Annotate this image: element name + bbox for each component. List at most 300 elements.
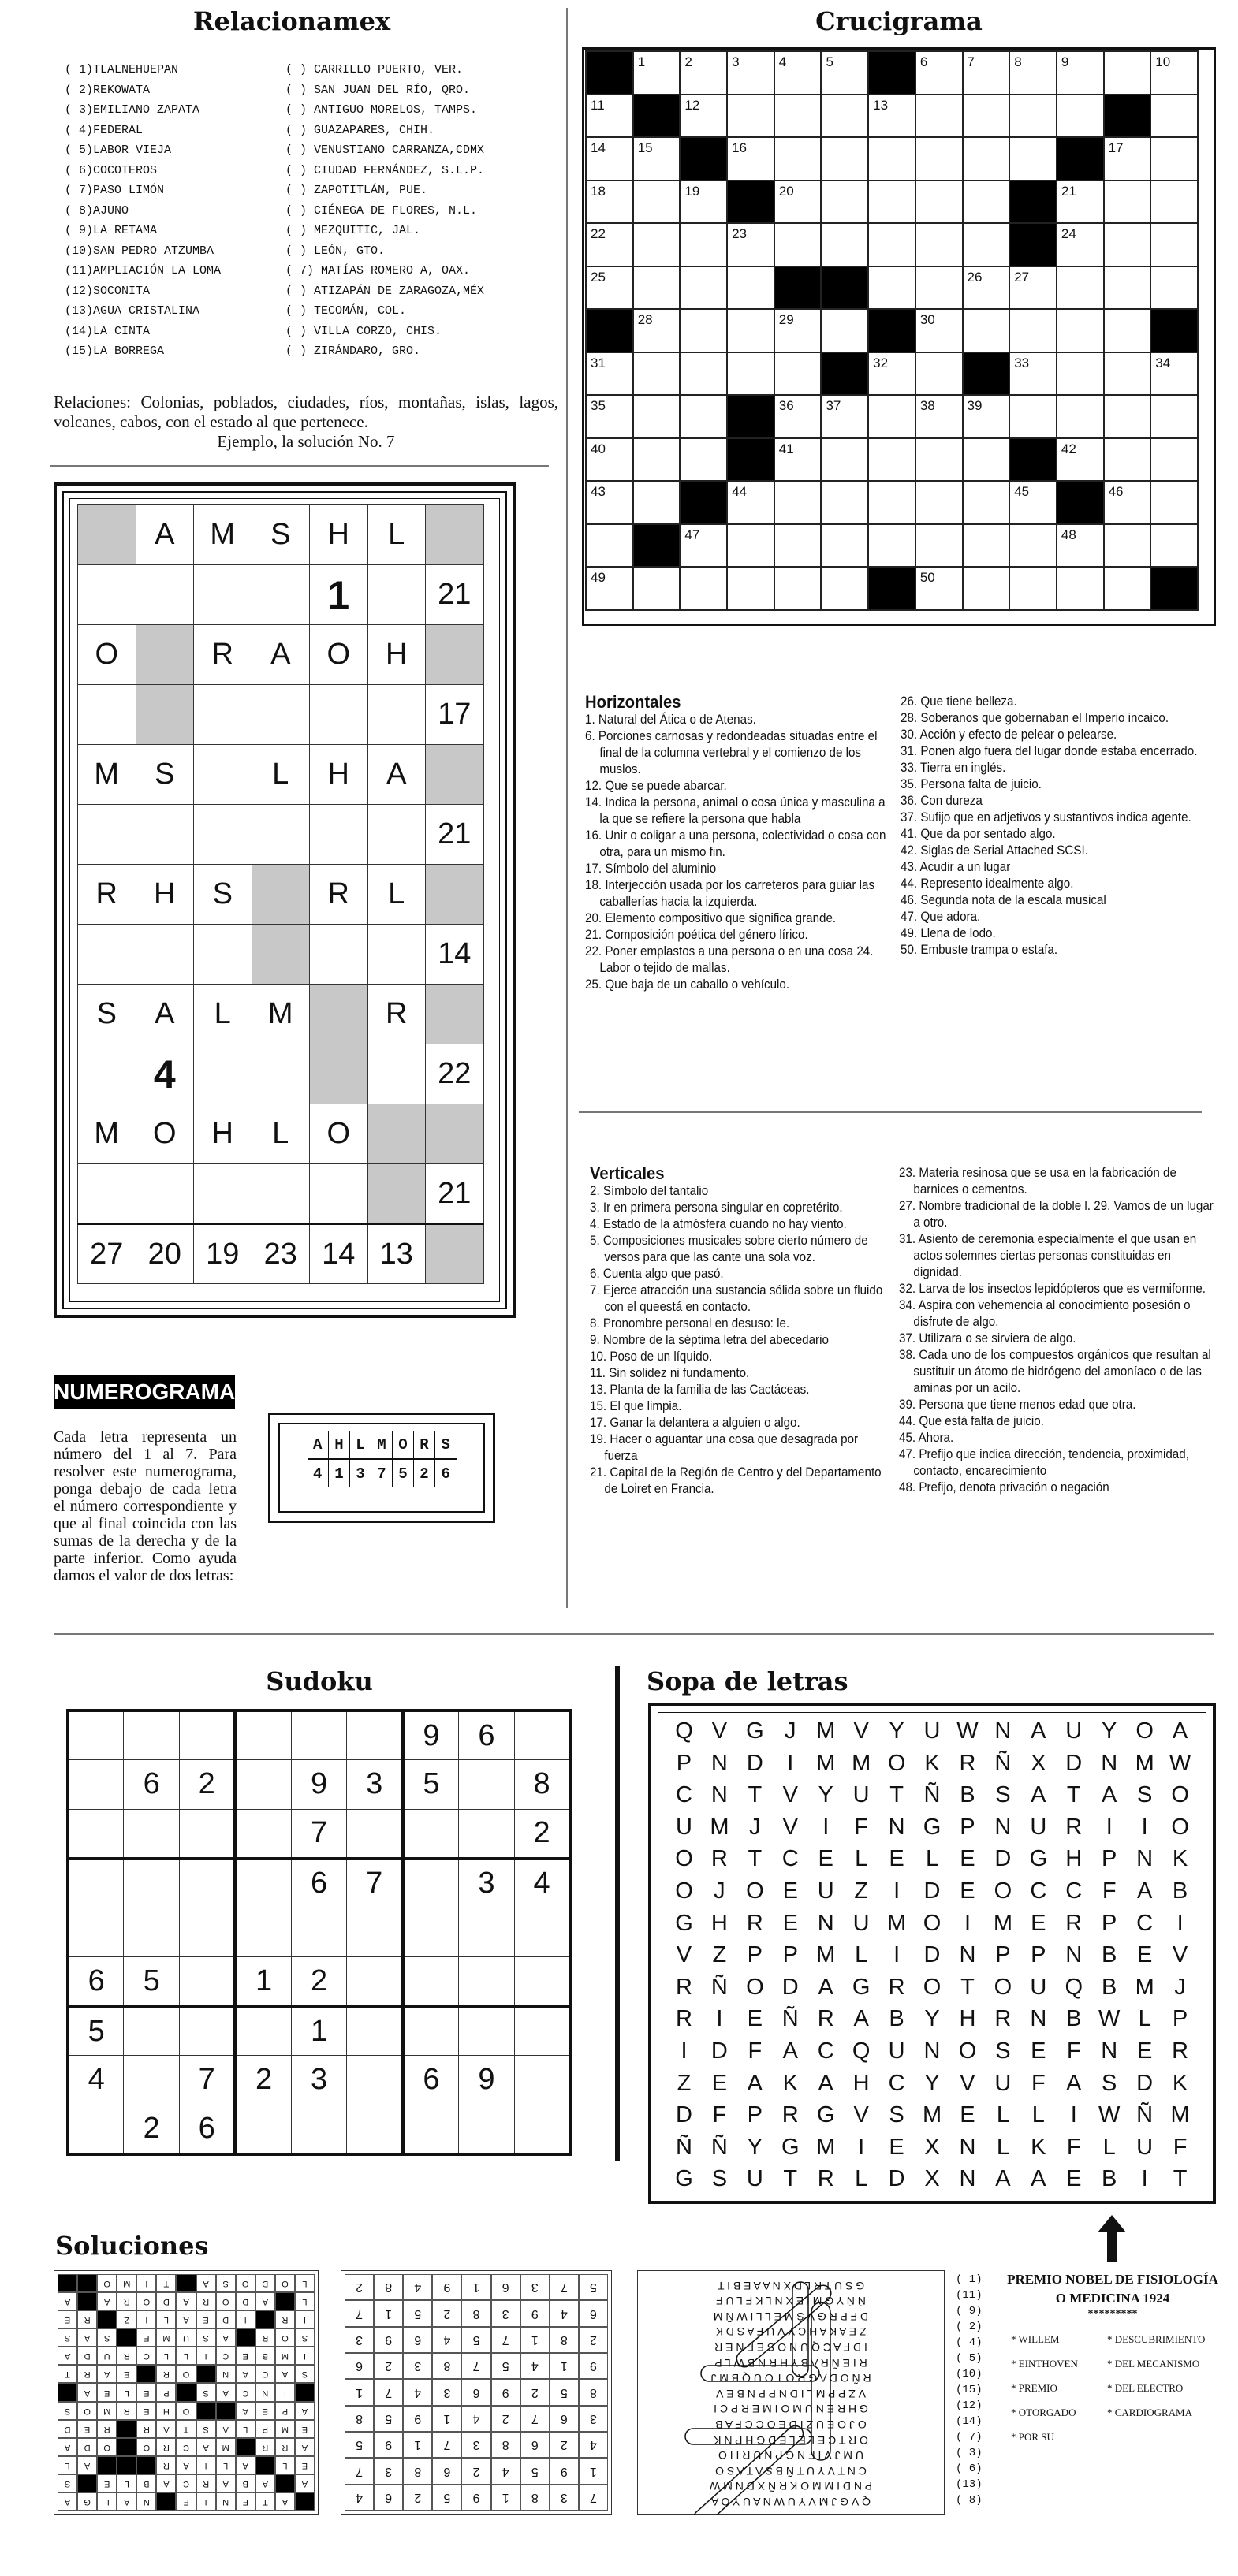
sopa-letter[interactable]: O xyxy=(887,1750,906,1776)
sopa-letter[interactable]: K xyxy=(924,1750,940,1776)
sopa-letter[interactable]: I xyxy=(964,1910,971,1936)
numerograma-cell[interactable] xyxy=(310,805,368,865)
sopa-letter[interactable]: D xyxy=(781,1974,799,2000)
sopa-letter[interactable]: L xyxy=(1138,2006,1151,2032)
sopa-letter[interactable]: N xyxy=(1030,2006,1047,2032)
crossword-cell[interactable] xyxy=(1057,95,1104,138)
sopa-letter[interactable]: I xyxy=(1070,2102,1077,2128)
sopa-letter[interactable]: W xyxy=(956,1718,979,1744)
sopa-letter[interactable]: H xyxy=(959,2006,976,2032)
sudoku-cell[interactable] xyxy=(347,2006,403,2056)
sudoku-cell[interactable] xyxy=(124,2006,180,2056)
sopa-letter[interactable]: E xyxy=(1066,2166,1082,2192)
crossword-cell[interactable] xyxy=(633,181,681,224)
sopa-letter[interactable]: U xyxy=(888,2038,905,2064)
sudoku-cell[interactable] xyxy=(68,1760,124,1810)
sudoku-cell[interactable] xyxy=(403,1908,459,1957)
crossword-cell[interactable] xyxy=(1150,223,1198,266)
sopa-letter[interactable]: Ñ xyxy=(710,1974,728,2000)
numerograma-cell[interactable] xyxy=(78,1044,136,1104)
crossword-cell[interactable] xyxy=(1009,95,1057,138)
sopa-letter[interactable]: F xyxy=(748,2038,763,2064)
sudoku-cell[interactable] xyxy=(124,1809,180,1859)
sopa-letter[interactable]: O xyxy=(994,1974,1012,2000)
sopa-letter[interactable]: A xyxy=(1031,1718,1046,1744)
crossword-cell[interactable] xyxy=(868,481,915,524)
numerograma-cell[interactable] xyxy=(194,565,252,625)
crossword-cell[interactable] xyxy=(915,95,963,138)
sopa-letter[interactable]: D xyxy=(1136,2070,1154,2096)
crossword-cell[interactable]: 2 xyxy=(680,51,727,95)
sopa-letter[interactable]: G xyxy=(852,1974,871,2000)
numerograma-cell[interactable] xyxy=(194,925,252,985)
sopa-letter[interactable]: P xyxy=(747,1942,763,1968)
sudoku-cell[interactable] xyxy=(347,2056,403,2105)
sopa-letter[interactable]: Ñ xyxy=(710,2134,728,2160)
sopa-letter[interactable]: D xyxy=(746,1750,763,1776)
crossword-cell[interactable] xyxy=(633,352,681,396)
crossword-cell[interactable] xyxy=(868,266,915,310)
sopa-letter[interactable]: T xyxy=(1173,2166,1188,2192)
sopa-letter[interactable]: A xyxy=(818,2070,833,2096)
sopa-letter[interactable]: R xyxy=(675,2006,692,2032)
sopa-letter[interactable]: N xyxy=(959,1942,976,1968)
sudoku-cell[interactable] xyxy=(68,1809,124,1859)
numerograma-cell[interactable] xyxy=(194,805,252,865)
crossword-cell[interactable] xyxy=(868,181,915,224)
crossword-cell[interactable] xyxy=(774,95,822,138)
sopa-letter[interactable]: I xyxy=(1106,1814,1113,1840)
sopa-letter[interactable]: Ñ xyxy=(675,2134,692,2160)
sudoku-cell[interactable] xyxy=(235,1760,291,1810)
crossword-cell[interactable]: 11 xyxy=(586,95,633,138)
sopa-letter[interactable]: S xyxy=(1136,1782,1153,1808)
sopa-letter[interactable]: O xyxy=(1171,1814,1189,1840)
sopa-letter[interactable]: R xyxy=(710,1846,728,1872)
crossword-cell[interactable] xyxy=(821,181,868,224)
sudoku-cell[interactable] xyxy=(514,2006,570,2056)
numerograma-cell[interactable] xyxy=(367,1044,426,1104)
crossword-cell[interactable] xyxy=(586,524,633,568)
crossword-cell[interactable] xyxy=(821,223,868,266)
crossword-cell[interactable] xyxy=(868,223,915,266)
sudoku-cell[interactable] xyxy=(347,1957,403,2007)
sudoku-cell[interactable] xyxy=(235,1809,291,1859)
crossword-cell[interactable] xyxy=(868,524,915,568)
crossword-cell[interactable] xyxy=(821,309,868,352)
crossword-cell[interactable] xyxy=(1104,395,1151,438)
sopa-letter[interactable]: L xyxy=(925,1846,939,1872)
crossword-cell[interactable] xyxy=(1104,567,1151,610)
sopa-letter[interactable]: Ñ xyxy=(781,2006,799,2032)
sudoku-cell[interactable] xyxy=(68,1859,124,1908)
sopa-letter[interactable]: V xyxy=(1172,1942,1188,1968)
sopa-letter[interactable]: B xyxy=(960,1782,975,1808)
sopa-letter[interactable]: U xyxy=(1065,1718,1083,1744)
sopa-letter[interactable]: U xyxy=(852,1782,870,1808)
sopa-letter[interactable]: V xyxy=(676,1942,692,1968)
crossword-cell[interactable] xyxy=(1150,266,1198,310)
sopa-letter[interactable]: M xyxy=(1135,1974,1154,2000)
crossword-cell[interactable] xyxy=(633,567,681,610)
crossword-cell[interactable] xyxy=(1104,51,1151,95)
sopa-letter[interactable]: E xyxy=(960,2102,975,2128)
sopa-letter[interactable]: N xyxy=(1136,1846,1154,1872)
crossword-cell[interactable] xyxy=(1104,352,1151,396)
sopa-letter[interactable]: P xyxy=(676,1750,692,1776)
sopa-letter[interactable]: Q xyxy=(1065,1974,1083,2000)
sudoku-cell[interactable] xyxy=(459,2006,515,2056)
crossword-cell[interactable] xyxy=(727,309,774,352)
crossword-cell[interactable] xyxy=(915,352,963,396)
sudoku-cell[interactable] xyxy=(403,1859,459,1908)
crossword-cell[interactable] xyxy=(1104,266,1151,310)
crossword-cell[interactable] xyxy=(633,266,681,310)
sopa-letter[interactable]: N xyxy=(994,1718,1012,1744)
crossword-cell[interactable]: 40 xyxy=(586,438,633,482)
sopa-letter[interactable]: O xyxy=(923,1974,942,2000)
numerograma-cell[interactable] xyxy=(78,805,136,865)
sopa-letter[interactable]: N xyxy=(959,2134,976,2160)
sopa-letter[interactable]: C xyxy=(817,2038,834,2064)
crossword-cell[interactable] xyxy=(963,223,1010,266)
sopa-letter[interactable]: L xyxy=(1102,2134,1116,2160)
sopa-letter[interactable]: J xyxy=(749,1814,761,1840)
crossword-cell[interactable] xyxy=(680,395,727,438)
sopa-letter[interactable]: I xyxy=(822,1814,830,1840)
sopa-letter[interactable]: L xyxy=(855,2166,868,2192)
sopa-letter[interactable]: F xyxy=(1031,2070,1046,2096)
sudoku-cell[interactable] xyxy=(459,1809,515,1859)
crossword-cell[interactable]: 50 xyxy=(915,567,963,610)
sudoku-cell[interactable] xyxy=(180,2006,236,2056)
numerograma-cell[interactable] xyxy=(136,925,194,985)
crossword-cell[interactable]: 4 xyxy=(774,51,822,95)
crossword-cell[interactable] xyxy=(633,481,681,524)
sudoku-cell[interactable] xyxy=(180,1957,236,2007)
sopa-letter[interactable]: E xyxy=(1031,1910,1046,1936)
sopa-letter[interactable]: X xyxy=(924,2166,940,2192)
sopa-letter[interactable]: D xyxy=(994,1846,1012,1872)
sudoku-cell[interactable] xyxy=(235,2105,291,2154)
sopa-letter[interactable]: B xyxy=(1102,1974,1117,2000)
crossword-cell[interactable] xyxy=(1057,567,1104,610)
sopa-letter[interactable]: R xyxy=(1065,1814,1083,1840)
sopa-letter[interactable]: O xyxy=(746,1878,764,1904)
sopa-letter[interactable]: Z xyxy=(712,1942,727,1968)
sopa-letter[interactable]: V xyxy=(853,2102,869,2128)
crossword-cell[interactable]: 35 xyxy=(586,395,633,438)
sudoku-cell[interactable] xyxy=(403,2105,459,2154)
crossword-cell[interactable] xyxy=(1150,524,1198,568)
sopa-letter[interactable]: U xyxy=(1136,2134,1154,2160)
crossword-cell[interactable] xyxy=(774,223,822,266)
crossword-cell[interactable] xyxy=(1009,524,1057,568)
sopa-letter[interactable]: M xyxy=(922,2102,942,2128)
sopa-letter[interactable]: O xyxy=(923,1910,942,1936)
crossword-cell[interactable] xyxy=(963,481,1010,524)
sopa-letter[interactable]: G xyxy=(781,2134,800,2160)
sopa-letter[interactable]: U xyxy=(852,1910,870,1936)
crossword-cell[interactable]: 31 xyxy=(586,352,633,396)
sudoku-cell[interactable] xyxy=(124,1859,180,1908)
crossword-cell[interactable] xyxy=(1009,137,1057,181)
sopa-letter[interactable]: L xyxy=(855,1846,868,1872)
sopa-letter[interactable]: Y xyxy=(924,2070,940,2096)
sudoku-cell[interactable] xyxy=(459,2105,515,2154)
crossword-cell[interactable] xyxy=(1150,395,1198,438)
sopa-letter[interactable]: M xyxy=(816,1942,836,1968)
sopa-letter[interactable]: K xyxy=(1031,2134,1046,2160)
crossword-cell[interactable]: 1 xyxy=(633,51,681,95)
crossword-cell[interactable]: 33 xyxy=(1009,352,1057,396)
sopa-letter[interactable]: P xyxy=(1031,1942,1046,1968)
crossword-cell[interactable] xyxy=(727,95,774,138)
sopa-letter[interactable]: P xyxy=(1102,1846,1117,1872)
crossword-cell[interactable] xyxy=(1009,309,1057,352)
crossword-cell[interactable] xyxy=(774,481,822,524)
numerograma-cell[interactable] xyxy=(78,685,136,745)
crossword-cell[interactable]: 6 xyxy=(915,51,963,95)
crossword-cell[interactable]: 7 xyxy=(963,51,1010,95)
crossword-cell[interactable] xyxy=(633,395,681,438)
sopa-letter[interactable]: N xyxy=(994,1814,1012,1840)
crossword-cell[interactable]: 8 xyxy=(1009,51,1057,95)
sopa-letter[interactable]: H xyxy=(710,1910,728,1936)
sudoku-cell[interactable] xyxy=(235,1711,291,1760)
crossword-cell[interactable]: 9 xyxy=(1057,51,1104,95)
numerograma-cell[interactable] xyxy=(194,1044,252,1104)
sopa-letter[interactable]: A xyxy=(1031,1782,1046,1808)
numerograma-cell[interactable]: 1 xyxy=(310,565,368,625)
sopa-letter[interactable]: Y xyxy=(747,2134,763,2160)
sopa-letter[interactable]: N xyxy=(710,1750,728,1776)
crossword-cell[interactable] xyxy=(821,524,868,568)
sopa-letter[interactable]: C xyxy=(1136,1910,1154,1936)
crossword-cell[interactable]: 25 xyxy=(586,266,633,310)
crossword-cell[interactable] xyxy=(821,481,868,524)
crossword-cell[interactable] xyxy=(1104,181,1151,224)
sopa-letter[interactable]: N xyxy=(1065,1942,1083,1968)
sopa-letter[interactable]: O xyxy=(958,2038,977,2064)
sopa-letter[interactable]: A xyxy=(1102,1782,1117,1808)
sopa-letter[interactable]: A xyxy=(1031,2166,1046,2192)
crossword-cell[interactable] xyxy=(727,567,774,610)
crossword-cell[interactable] xyxy=(774,137,822,181)
sopa-letter[interactable]: I xyxy=(787,1750,794,1776)
sopa-letter[interactable]: O xyxy=(675,1878,693,1904)
sopa-letter[interactable]: I xyxy=(893,1878,901,1904)
sopa-letter[interactable]: A xyxy=(1136,1878,1153,1904)
crossword-cell[interactable]: 5 xyxy=(821,51,868,95)
sopa-letter[interactable]: G xyxy=(746,1718,764,1744)
sopa-letter[interactable]: M xyxy=(887,1910,907,1936)
crossword-cell[interactable]: 24 xyxy=(1057,223,1104,266)
crossword-cell[interactable] xyxy=(633,438,681,482)
sopa-letter[interactable]: A xyxy=(1066,2070,1082,2096)
sudoku-cell[interactable] xyxy=(347,2105,403,2154)
crossword-cell[interactable]: 20 xyxy=(774,181,822,224)
crossword-cell[interactable] xyxy=(1057,395,1104,438)
crossword-cell[interactable]: 45 xyxy=(1009,481,1057,524)
sopa-letter[interactable]: E xyxy=(1136,1942,1153,1968)
crossword-cell[interactable] xyxy=(633,223,681,266)
crossword-cell[interactable]: 39 xyxy=(963,395,1010,438)
sopa-letter[interactable]: L xyxy=(855,1942,868,1968)
sopa-letter[interactable]: Y xyxy=(818,1782,833,1808)
sopa-letter[interactable]: B xyxy=(1172,1878,1188,1904)
sopa-letter[interactable]: Ñ xyxy=(923,1782,941,1808)
crossword-cell[interactable] xyxy=(774,567,822,610)
sopa-letter[interactable]: P xyxy=(1102,1910,1117,1936)
sudoku-cell[interactable] xyxy=(68,1908,124,1957)
sopa-letter[interactable]: U xyxy=(675,1814,692,1840)
numerograma-cell[interactable] xyxy=(367,565,426,625)
sopa-letter[interactable]: E xyxy=(1031,2038,1046,2064)
sopa-letter[interactable]: D xyxy=(923,1942,941,1968)
sopa-letter[interactable]: Ñ xyxy=(994,1750,1012,1776)
crossword-cell[interactable]: 27 xyxy=(1009,266,1057,310)
numerograma-cell[interactable] xyxy=(194,685,252,745)
sopa-letter[interactable]: O xyxy=(994,1878,1012,1904)
sopa-letter[interactable]: E xyxy=(782,1878,798,1904)
sopa-letter[interactable]: Y xyxy=(924,2006,940,2032)
sopa-letter[interactable]: L xyxy=(996,2134,1009,2160)
sopa-letter[interactable]: V xyxy=(782,1782,798,1808)
sopa-letter[interactable]: G xyxy=(816,2102,835,2128)
sopa-letter[interactable]: S xyxy=(995,1782,1011,1808)
sopa-letter[interactable]: R xyxy=(959,1750,976,1776)
sudoku-cell[interactable] xyxy=(124,2056,180,2105)
sopa-letter[interactable]: R xyxy=(817,2006,834,2032)
sopa-letter[interactable]: G xyxy=(1029,1846,1048,1872)
sopa-letter[interactable]: G xyxy=(923,1814,942,1840)
sopa-letter[interactable]: W xyxy=(1098,2102,1121,2128)
crossword-cell[interactable]: 23 xyxy=(727,223,774,266)
crossword-cell[interactable] xyxy=(868,395,915,438)
sopa-letter[interactable]: U xyxy=(923,1718,941,1744)
sopa-letter[interactable]: F xyxy=(1066,2038,1081,2064)
sopa-letter[interactable]: Y xyxy=(889,1718,904,1744)
crossword-cell[interactable] xyxy=(821,567,868,610)
sopa-letter[interactable]: U xyxy=(817,1878,834,1904)
sopa-letter[interactable]: F xyxy=(1102,1878,1117,1904)
crossword-cell[interactable] xyxy=(915,266,963,310)
sopa-letter[interactable]: Q xyxy=(675,1718,693,1744)
sopa-letter[interactable]: R xyxy=(994,2006,1012,2032)
sopa-letter[interactable]: R xyxy=(888,1974,905,2000)
crossword-cell[interactable] xyxy=(1150,137,1198,181)
numerograma-cell[interactable] xyxy=(78,925,136,985)
crossword-cell[interactable] xyxy=(1104,309,1151,352)
sopa-letter[interactable]: I xyxy=(681,2038,688,2064)
sopa-letter[interactable]: R xyxy=(817,2166,834,2192)
crossword-cell[interactable]: 3 xyxy=(727,51,774,95)
sopa-letter[interactable]: C xyxy=(1065,1878,1083,1904)
sopa-letter[interactable]: W xyxy=(1169,1750,1191,1776)
sopa-letter[interactable]: C xyxy=(781,1846,799,1872)
sopa-letter[interactable]: A xyxy=(747,2070,763,2096)
crossword-cell[interactable]: 42 xyxy=(1057,438,1104,482)
numerograma-cell[interactable] xyxy=(194,1164,252,1224)
crossword-cell[interactable]: 34 xyxy=(1150,352,1198,396)
sopa-letter[interactable]: X xyxy=(924,2134,940,2160)
sopa-letter[interactable]: C xyxy=(888,2070,905,2096)
crossword-cell[interactable] xyxy=(963,95,1010,138)
crossword-cell[interactable] xyxy=(963,309,1010,352)
numerograma-cell[interactable] xyxy=(310,685,368,745)
sudoku-cell[interactable] xyxy=(514,1908,570,1957)
sopa-letter[interactable]: T xyxy=(1066,1782,1081,1808)
sopa-letter[interactable]: V xyxy=(960,2070,975,2096)
crossword-cell[interactable]: 18 xyxy=(586,181,633,224)
sopa-letter[interactable]: R xyxy=(675,1974,692,2000)
sopa-letter[interactable]: T xyxy=(960,1974,975,2000)
sopa-letter[interactable]: S xyxy=(995,2038,1011,2064)
crossword-cell[interactable] xyxy=(868,137,915,181)
crossword-cell[interactable] xyxy=(963,567,1010,610)
sopa-letter[interactable]: U xyxy=(746,2166,763,2192)
sopa-letter[interactable]: Z xyxy=(677,2070,692,2096)
crossword-cell[interactable] xyxy=(963,137,1010,181)
crossword-cell[interactable]: 41 xyxy=(774,438,822,482)
sopa-letter[interactable]: Ñ xyxy=(1136,2102,1154,2128)
sopa-letter[interactable]: R xyxy=(746,1910,763,1936)
sopa-letter[interactable]: A xyxy=(818,1974,833,2000)
crossword-cell[interactable] xyxy=(1150,181,1198,224)
crossword-cell[interactable]: 47 xyxy=(680,524,727,568)
sopa-letter[interactable]: F xyxy=(1066,2134,1081,2160)
sudoku-cell[interactable] xyxy=(291,1908,347,1957)
sopa-letter[interactable]: O xyxy=(746,1974,764,2000)
crossword-cell[interactable]: 28 xyxy=(633,309,681,352)
sopa-letter[interactable]: A xyxy=(853,2006,869,2032)
sudoku-cell[interactable] xyxy=(403,1809,459,1859)
sopa-letter[interactable]: U xyxy=(994,2070,1012,2096)
sopa-letter[interactable]: A xyxy=(782,2038,798,2064)
crossword-cell[interactable]: 49 xyxy=(586,567,633,610)
sopa-letter[interactable]: B xyxy=(1102,2166,1117,2192)
crossword-cell[interactable] xyxy=(1150,438,1198,482)
sopa-letter[interactable]: E xyxy=(818,1846,833,1872)
crossword-cell[interactable] xyxy=(963,438,1010,482)
crossword-cell[interactable]: 37 xyxy=(821,395,868,438)
sudoku-cell[interactable] xyxy=(291,2105,347,2154)
crossword-cell[interactable] xyxy=(1057,352,1104,396)
sudoku-cell[interactable] xyxy=(68,1711,124,1760)
sopa-letter[interactable]: U xyxy=(1030,1974,1047,2000)
sudoku-cell[interactable] xyxy=(347,1908,403,1957)
sopa-letter[interactable]: I xyxy=(893,1942,901,1968)
numerograma-cell[interactable] xyxy=(252,565,310,625)
sopa-letter[interactable]: X xyxy=(1031,1750,1046,1776)
sopa-letter[interactable]: C xyxy=(675,1782,692,1808)
sopa-letter[interactable]: N xyxy=(1101,2038,1118,2064)
crossword-cell[interactable]: 38 xyxy=(915,395,963,438)
sudoku-cell[interactable] xyxy=(514,1711,570,1760)
sopa-letter[interactable]: D xyxy=(923,1878,941,1904)
sopa-letter[interactable]: I xyxy=(858,2134,865,2160)
crossword-cell[interactable]: 48 xyxy=(1057,524,1104,568)
sopa-letter[interactable]: L xyxy=(996,2102,1009,2128)
crossword-cell[interactable] xyxy=(680,223,727,266)
sopa-letter[interactable]: I xyxy=(1141,1814,1148,1840)
numerograma-cell[interactable] xyxy=(136,805,194,865)
sudoku-cell[interactable] xyxy=(291,1711,347,1760)
sudoku-cell[interactable] xyxy=(124,1908,180,1957)
sopa-letter[interactable]: T xyxy=(783,2166,798,2192)
sopa-letter[interactable]: B xyxy=(1102,1942,1117,1968)
